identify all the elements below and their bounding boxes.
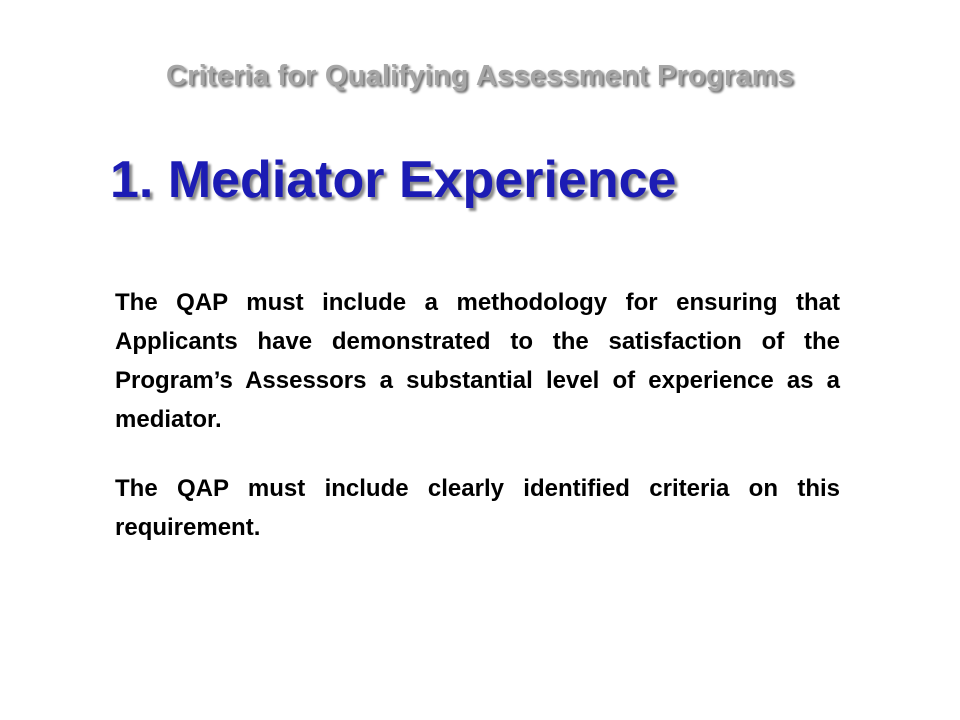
- body-paragraph-methodology: The QAP must include a methodology for ensuring that Applicants have demonstrated to the satisfaction of the Program’s Assessors a substantial level of experience as a mediator.: [115, 289, 840, 433]
- slide-header: Criteria for Qualifying Assessment Programs: [166, 60, 794, 92]
- slide-body: [115, 283, 840, 547]
- body-paragraph-criteria: The QAP must include clearly identified criteria on this requirement.: [115, 475, 840, 541]
- slide-title: 1. Mediator Experience: [110, 151, 677, 209]
